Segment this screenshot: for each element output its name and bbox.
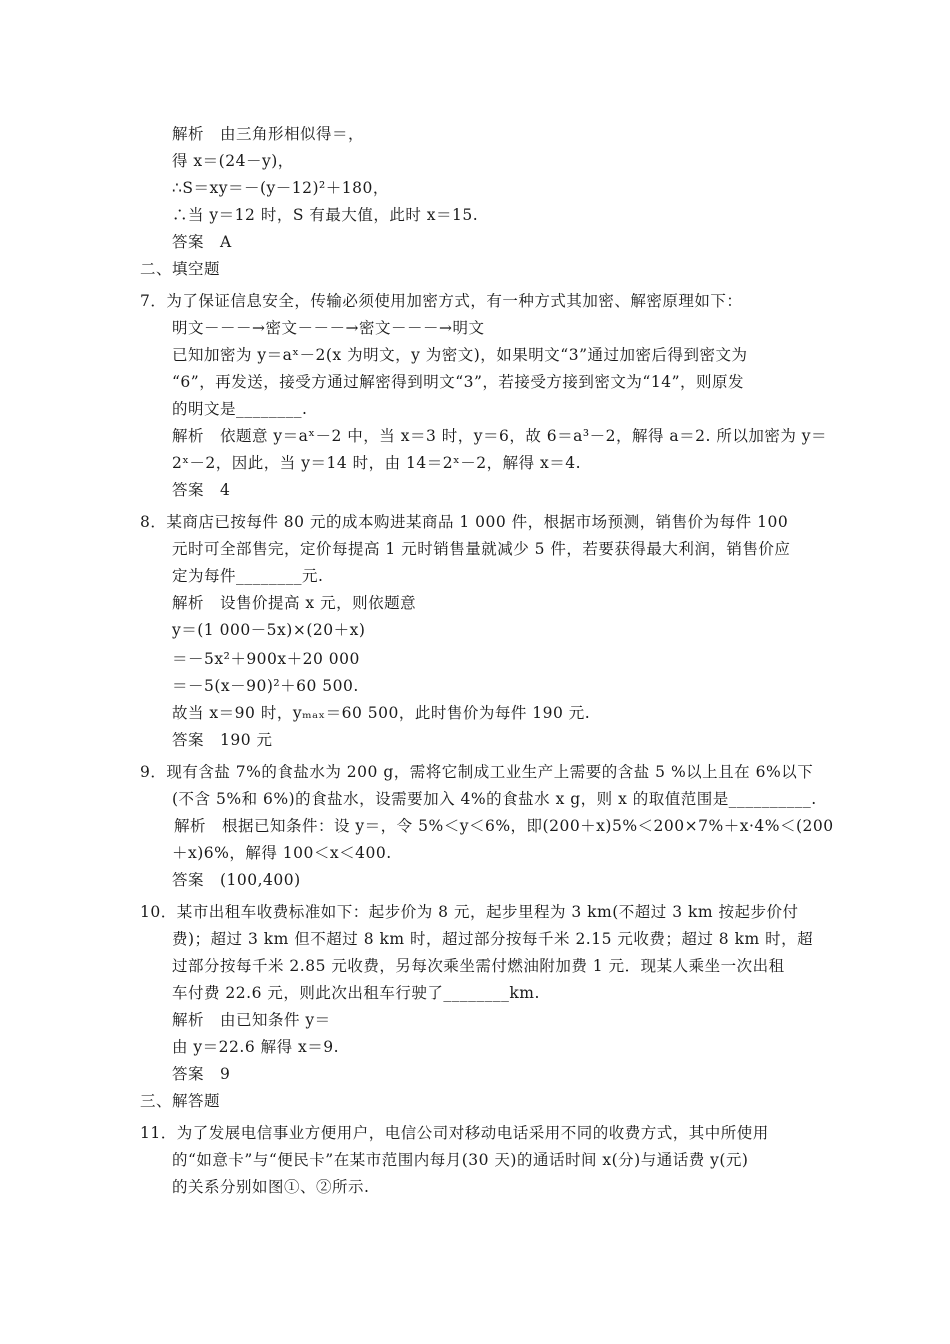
- text-line: 解析 根据已知条件：设 y＝，令 5%＜y＜6%，即(200＋x)5%＜200×7%＋x·4%＜(200: [174, 817, 834, 835]
- text-line: ＋x)6%，解得 100＜x＜400.: [172, 844, 392, 862]
- text-line: “6”，再发送，接受方通过解密得到明文“3”，若接受方接到密文为“14”，则原发: [172, 373, 744, 391]
- answer-line: 答案 9: [172, 1065, 231, 1083]
- text-line: 过部分按每千米 2.85 元收费，另每次乘坐需付燃油附加费 1 元．现某人乘坐一次出租: [172, 957, 785, 975]
- text-line: 解析 依题意 y＝aˣ－2 中，当 x＝3 时，y＝6，故 6＝a³－2，解得 a＝2. 所以加密为 y＝: [172, 427, 828, 445]
- text-line: 费)；超过 3 km 但不超过 8 km 时，超过部分按每千米 2.15 元收费；超过 8 km 时，超: [172, 930, 814, 948]
- text-line: 得 x＝(24－y)，: [172, 152, 294, 170]
- text-line: y＝(1 000－5x)×(20＋x): [172, 621, 366, 639]
- answer-line: 答案 4: [172, 481, 231, 499]
- text-line: 由 y＝22.6 解得 x＝9.: [172, 1038, 340, 1056]
- text-line: 定为每件________元.: [172, 567, 324, 585]
- text-line: 故当 x＝90 时，yₘₐₓ＝60 500，此时售价为每件 190 元.: [172, 704, 591, 722]
- text-line: ＝－5(x－90)²＋60 500.: [172, 677, 359, 695]
- text-line: 的明文是________.: [172, 400, 308, 418]
- question-9: 9．现有含盐 7%的食盐水为 200 g，需将它制成工业生产上需要的含盐 5 %以上且在 6%以下: [140, 763, 814, 781]
- section-heading: 三、解答题: [140, 1092, 221, 1110]
- section-heading: 二、填空题: [140, 260, 221, 278]
- text-line: 的关系分别如图①、②所示.: [172, 1178, 370, 1196]
- text-line: 解析 由已知条件 y＝: [172, 1011, 331, 1029]
- question-8: 8．某商店已按每件 80 元的成本购进某商品 1 000 件，根据市场预测，销售价为每件 100: [140, 513, 789, 531]
- question-7: 7．为了保证信息安全，传输必须使用加密方式，有一种方式其加密、解密原理如下：: [140, 292, 743, 310]
- answer-line: 答案 (100,400): [172, 871, 301, 889]
- text-line: 的“如意卡”与“便民卡”在某市范围内每月(30 天)的通话时间 x(分)与通话费 y(元): [172, 1151, 749, 1169]
- text-line: 2ˣ－2，因此，当 y＝14 时，由 14＝2ˣ－2，解得 x＝4.: [172, 454, 582, 472]
- answer-line: 答案 190 元: [172, 731, 273, 749]
- text-line: 明文－－－→密文－－－→密文－－－→明文: [172, 319, 485, 337]
- text-line: ∴当 y＝12 时，S 有最大值，此时 x＝15.: [172, 206, 479, 224]
- text-line: (不含 5%和 6%)的食盐水，设需要加入 4%的食盐水 x g，则 x 的取值范围是__________.: [172, 790, 817, 808]
- text-line: ∴S＝xy＝－(y－12)²＋180，: [172, 179, 389, 197]
- text-line: 已知加密为 y＝aˣ－2(x 为明文，y 为密文)，如果明文“3”通过加密后得到密文为: [172, 346, 748, 364]
- question-10: 10．某市出租车收费标准如下：起步价为 8 元，起步里程为 3 km(不超过 3 km 按起步价付: [140, 903, 799, 921]
- text-line: 解析 设售价提高 x 元，则依题意: [172, 594, 417, 612]
- answer-line: 答案 A: [172, 233, 232, 251]
- text-line: 车付费 22.6 元，则此次出租车行驶了________km.: [172, 984, 540, 1002]
- question-11: 11．为了发展电信事业方便用户，电信公司对移动电话采用不同的收费方式，其中所使用: [140, 1124, 769, 1142]
- text-line: 解析 由三角形相似得＝，: [172, 125, 365, 143]
- text-line: 元时可全部售完，定价每提高 1 元时销售量就减少 5 件，若要获得最大利润，销售价应: [172, 540, 791, 558]
- text-line: ＝－5x²＋900x＋20 000: [172, 650, 360, 668]
